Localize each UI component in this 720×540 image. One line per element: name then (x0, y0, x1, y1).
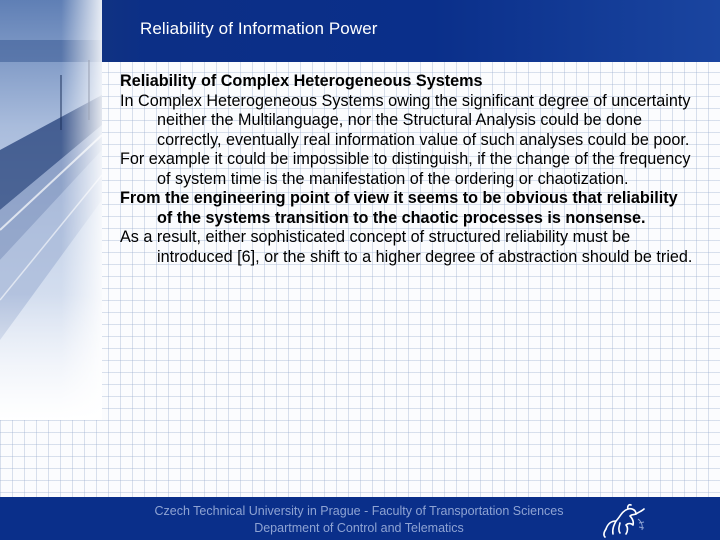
paragraph-1: In Complex Heterogeneous Systems owing the significant degree of uncertainty neither the Multilanguage, nor the Structural Analysis could be done correctly, eventually real information value of such analyses could be poor. (120, 91, 691, 149)
paragraph-2: For example it could be impossible to distinguish, if the change of the frequency of system time is the manifestation of the ordering or chaotization. (120, 150, 691, 188)
footer-line-1: Czech Technical University in Prague - Faculty of Transportation Sciences (154, 504, 564, 518)
paragraph-3: From the engineering point of view it seems to be obvious that reliability of the systems transition to the chaotic processes is nonsense. (120, 189, 678, 227)
footer-text (110, 503, 608, 537)
slide-title: Reliability of Information Power (140, 19, 378, 38)
slide-body (120, 72, 695, 267)
title-banner (0, 0, 720, 62)
highway-photo (0, 0, 102, 420)
footer-line-2: Department of Control and Telematics (254, 521, 464, 535)
paragraph-4: As a result, either sophisticated concept of structured reliability must be introduced [6], or the shift to a higher degree of abstraction should be tried. (120, 228, 693, 266)
section-heading: Reliability of Complex Heterogeneous Systems (120, 72, 483, 90)
lion-logo-icon (598, 499, 648, 539)
